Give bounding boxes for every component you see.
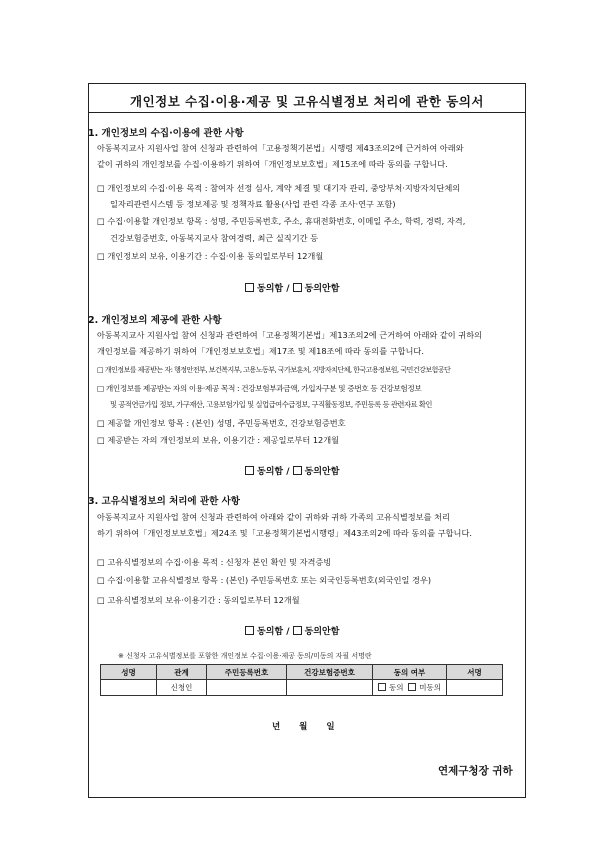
header-name: 성명 bbox=[101, 665, 157, 680]
section2-heading: 2. 개인정보의 제공에 관한 사항 bbox=[88, 315, 222, 326]
header-rrn: 주민등록번호 bbox=[207, 665, 287, 680]
disagree-label: 동의안함 bbox=[304, 284, 340, 294]
relation-cell: 신청인 bbox=[157, 680, 207, 696]
agree-label: 동의함 bbox=[257, 627, 284, 637]
section3-heading: 3. 고유식별정보의 처리에 관한 사항 bbox=[88, 496, 240, 507]
header-sign: 서명 bbox=[447, 665, 503, 680]
agree-checkbox[interactable] bbox=[245, 466, 254, 475]
section1-item1-line1: □ 개인정보의 수집·이용 목적 : 참여자 선정 심사, 계약 체결 및 대기자 관리, 중앙부처·지방자치단체의 bbox=[97, 183, 461, 193]
section2-item2-line2: 및 공적연금가입 정보, 가구재산, 고용보험가입 및 실업급여수급정보, 구직활동정보, 주민등록 등 관련자료 확인 bbox=[110, 400, 432, 409]
document-title: 개인정보 수집·이용·제공 및 고유식별정보 처리에 관한 동의서 bbox=[130, 94, 484, 109]
disagree-checkbox[interactable] bbox=[293, 626, 302, 635]
agree-checkbox[interactable] bbox=[378, 683, 386, 691]
section1-intro-line1: 아동복지교사 지원사업 참여 신청과 관련하여「고용정책기본법」시행령 제43조의2에 근거하여 아래와 bbox=[97, 143, 464, 153]
agree-checkbox[interactable] bbox=[245, 283, 254, 292]
section1-item2-line2: 건강보험증번호, 아동복지교사 참여경력, 최근 실직기간 등 bbox=[110, 233, 319, 243]
date-line: 년 월 일 bbox=[272, 722, 335, 732]
consent-separator: / bbox=[286, 467, 290, 477]
header-consent: 동의 여부 bbox=[373, 665, 447, 680]
agree-label: 동의함 bbox=[257, 284, 284, 294]
section2-item1: □ 개인정보를 제공받는 자: 행정안전부, 보건복지부, 고용노동부, 국가보훈처, 지방자치단체, 한국고용정보원, 국민건강보험공단 bbox=[97, 365, 451, 374]
section3-intro-line1: 아동복지교사 지원사업 참여 신청과 관련하여 아래와 같이 귀하와 귀하 가족의 고유식별정보를 처리 bbox=[97, 512, 450, 522]
agree-label: 동의 bbox=[388, 683, 404, 692]
consent-cell bbox=[373, 680, 447, 696]
disagree-label: 동의안함 bbox=[304, 627, 340, 637]
consent-separator: / bbox=[286, 284, 290, 294]
section1-heading: 1. 개인정보의 수집·이용에 관한 사항 bbox=[88, 128, 244, 139]
table-row bbox=[101, 680, 503, 696]
disagree-label: 동의안함 bbox=[304, 467, 340, 477]
section3-item3: □ 고유식별정보의 보유·이용기간 : 동의일로부터 12개월 bbox=[97, 595, 300, 605]
title-row bbox=[88, 83, 526, 113]
consent-separator: / bbox=[286, 627, 290, 637]
signature-header-row bbox=[101, 665, 503, 680]
agree-checkbox[interactable] bbox=[245, 626, 254, 635]
section2-item2-line1: □ 개인정보를 제공받는 자의 이용·제공 목적 : 건강보험부과금액, 가입자구분 및 증번호 등 건강보험정보 bbox=[97, 384, 422, 393]
disagree-checkbox[interactable] bbox=[293, 283, 302, 292]
header-relation: 관계 bbox=[157, 665, 207, 680]
sign-cell[interactable] bbox=[447, 680, 503, 696]
section1-item2-line1: □ 수집·이용할 개인정보 항목 : 성명, 주민등록번호, 주소, 휴대전화번호, 이메일 주소, 학력, 경력, 자격, bbox=[97, 216, 466, 226]
section2-item3: □ 제공할 개인정보 항목 : (본인) 성명, 주민등록번호, 건강보험증번호 bbox=[97, 418, 346, 428]
section3-item2: □ 수집·이용할 고유식별정보 항목 : (본인) 주민등록번호 또는 외국인등록번호(외국인일 경우) bbox=[97, 575, 432, 585]
signature-note: ※ 신청자 고유식별정보를 포함한 개인정보 수집·이용·제공 동의/미동의 자필 서명란 bbox=[118, 652, 372, 660]
signature-table bbox=[100, 664, 503, 696]
section3-intro-line2: 하기 위하여「개인정보보호법」제24조 및「고용정책기본법시행령」제43조의2에 따라 동의를 구합니다. bbox=[97, 528, 472, 538]
section2-item4: □ 제공받는 자의 개인정보의 보유, 이용기간 : 제공일로부터 12개월 bbox=[97, 435, 340, 445]
section3-item1: □ 고유식별정보의 수집·이용 목적 : 신청자 본인 확인 및 자격증빙 bbox=[97, 557, 332, 567]
section1-item3: □ 개인정보의 보유, 이용기간 : 수집·이용 동의일로부터 12개월 bbox=[97, 251, 324, 261]
agree-label: 동의함 bbox=[257, 467, 284, 477]
header-health-no: 건강보험증번호 bbox=[287, 665, 373, 680]
section1-intro-line2: 같이 귀하의 개인정보를 수집·이용하기 위하여「개인정보보호법」제15조에 따라 동의를 구합니다. bbox=[97, 159, 448, 169]
section1-item1-line2: 일자리관련시스템 등 정보제공 및 정책자료 활용(사업 관련 각종 조사·연구 포함) bbox=[110, 199, 396, 209]
health-no-cell[interactable] bbox=[287, 680, 373, 696]
addressee: 연제구청장 귀하 bbox=[438, 765, 513, 777]
section2-consent bbox=[245, 464, 339, 477]
section3-consent bbox=[245, 624, 339, 637]
disagree-label: 미동의 bbox=[419, 683, 442, 692]
name-cell[interactable] bbox=[101, 680, 157, 696]
disagree-checkbox[interactable] bbox=[293, 466, 302, 475]
rrn-cell[interactable] bbox=[207, 680, 287, 696]
disagree-checkbox[interactable] bbox=[408, 683, 416, 691]
section2-intro-line1: 아동복지교사 지원사업 참여 신청과 관련하여「고용정책기본법」제13조의2에 근거하여 아래와 같이 귀하의 bbox=[97, 330, 483, 340]
section2-intro-line2: 개인정보를 제공하기 위하여「개인정보보호법」제17조 및 제18조에 따라 동의를 구합니다. bbox=[97, 346, 424, 356]
section1-consent bbox=[245, 281, 339, 294]
